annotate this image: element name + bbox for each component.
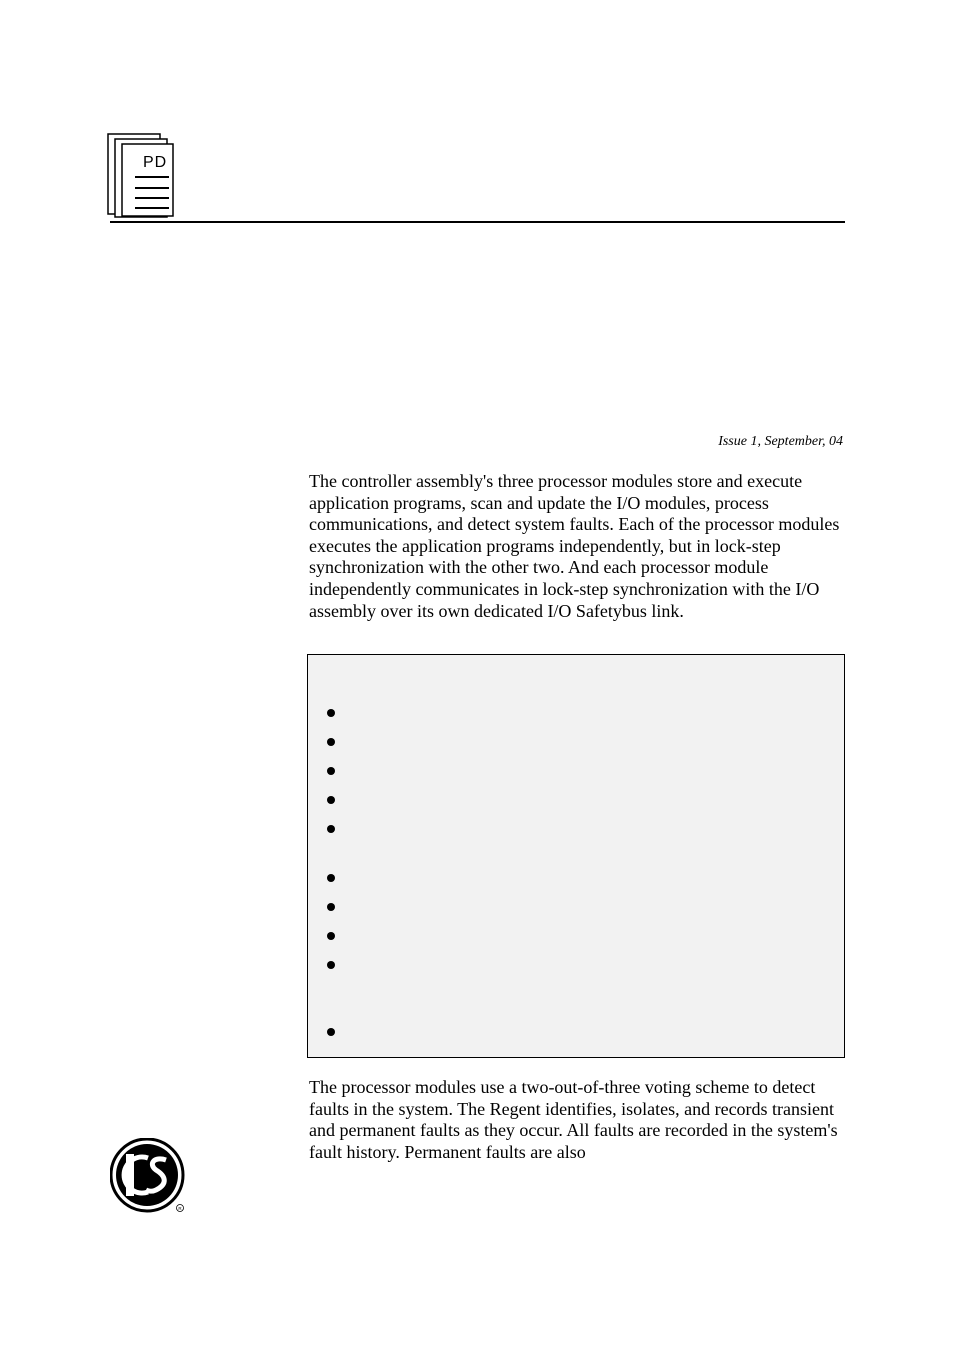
- bullet-point: [327, 932, 335, 940]
- svg-text:R: R: [178, 1206, 182, 1211]
- bullet-point: [327, 961, 335, 969]
- bullet-point: [327, 903, 335, 911]
- bullet-point: [327, 796, 335, 804]
- icon-label: PD: [143, 154, 168, 171]
- bullet-point: [327, 874, 335, 882]
- bullet-point: [327, 767, 335, 775]
- bullet-point: [327, 825, 335, 833]
- body-paragraph: The processor modules use a two-out-of-three voting scheme to detect faults in the system. The Regent identifies, isolates, and records transient and permanent faults as they occur. All faults are recorded in the system's fault history. Permanent faults are also: [309, 1077, 838, 1162]
- document-stack-icon: [107, 133, 177, 219]
- header-rule: [110, 221, 845, 223]
- bullet-point: [327, 1028, 335, 1036]
- body-paragraph: The controller assembly's three processor modules store and execute application programs, scan and update the I/O modules, process communications, and detect system faults. Each of the processor modules executes the application programs independently, but in lock-step synchronization with the other two. And each processor module independently communicates in lock-step synchronization with the I/O assembly over its own dedicated I/O Safetybus link.: [309, 471, 840, 621]
- feature-box: [307, 654, 845, 1058]
- bullet-point: [327, 738, 335, 746]
- company-logo: [110, 1138, 188, 1216]
- bullet-point: [327, 709, 335, 717]
- issue-line: Issue 1, September, 04: [718, 434, 843, 449]
